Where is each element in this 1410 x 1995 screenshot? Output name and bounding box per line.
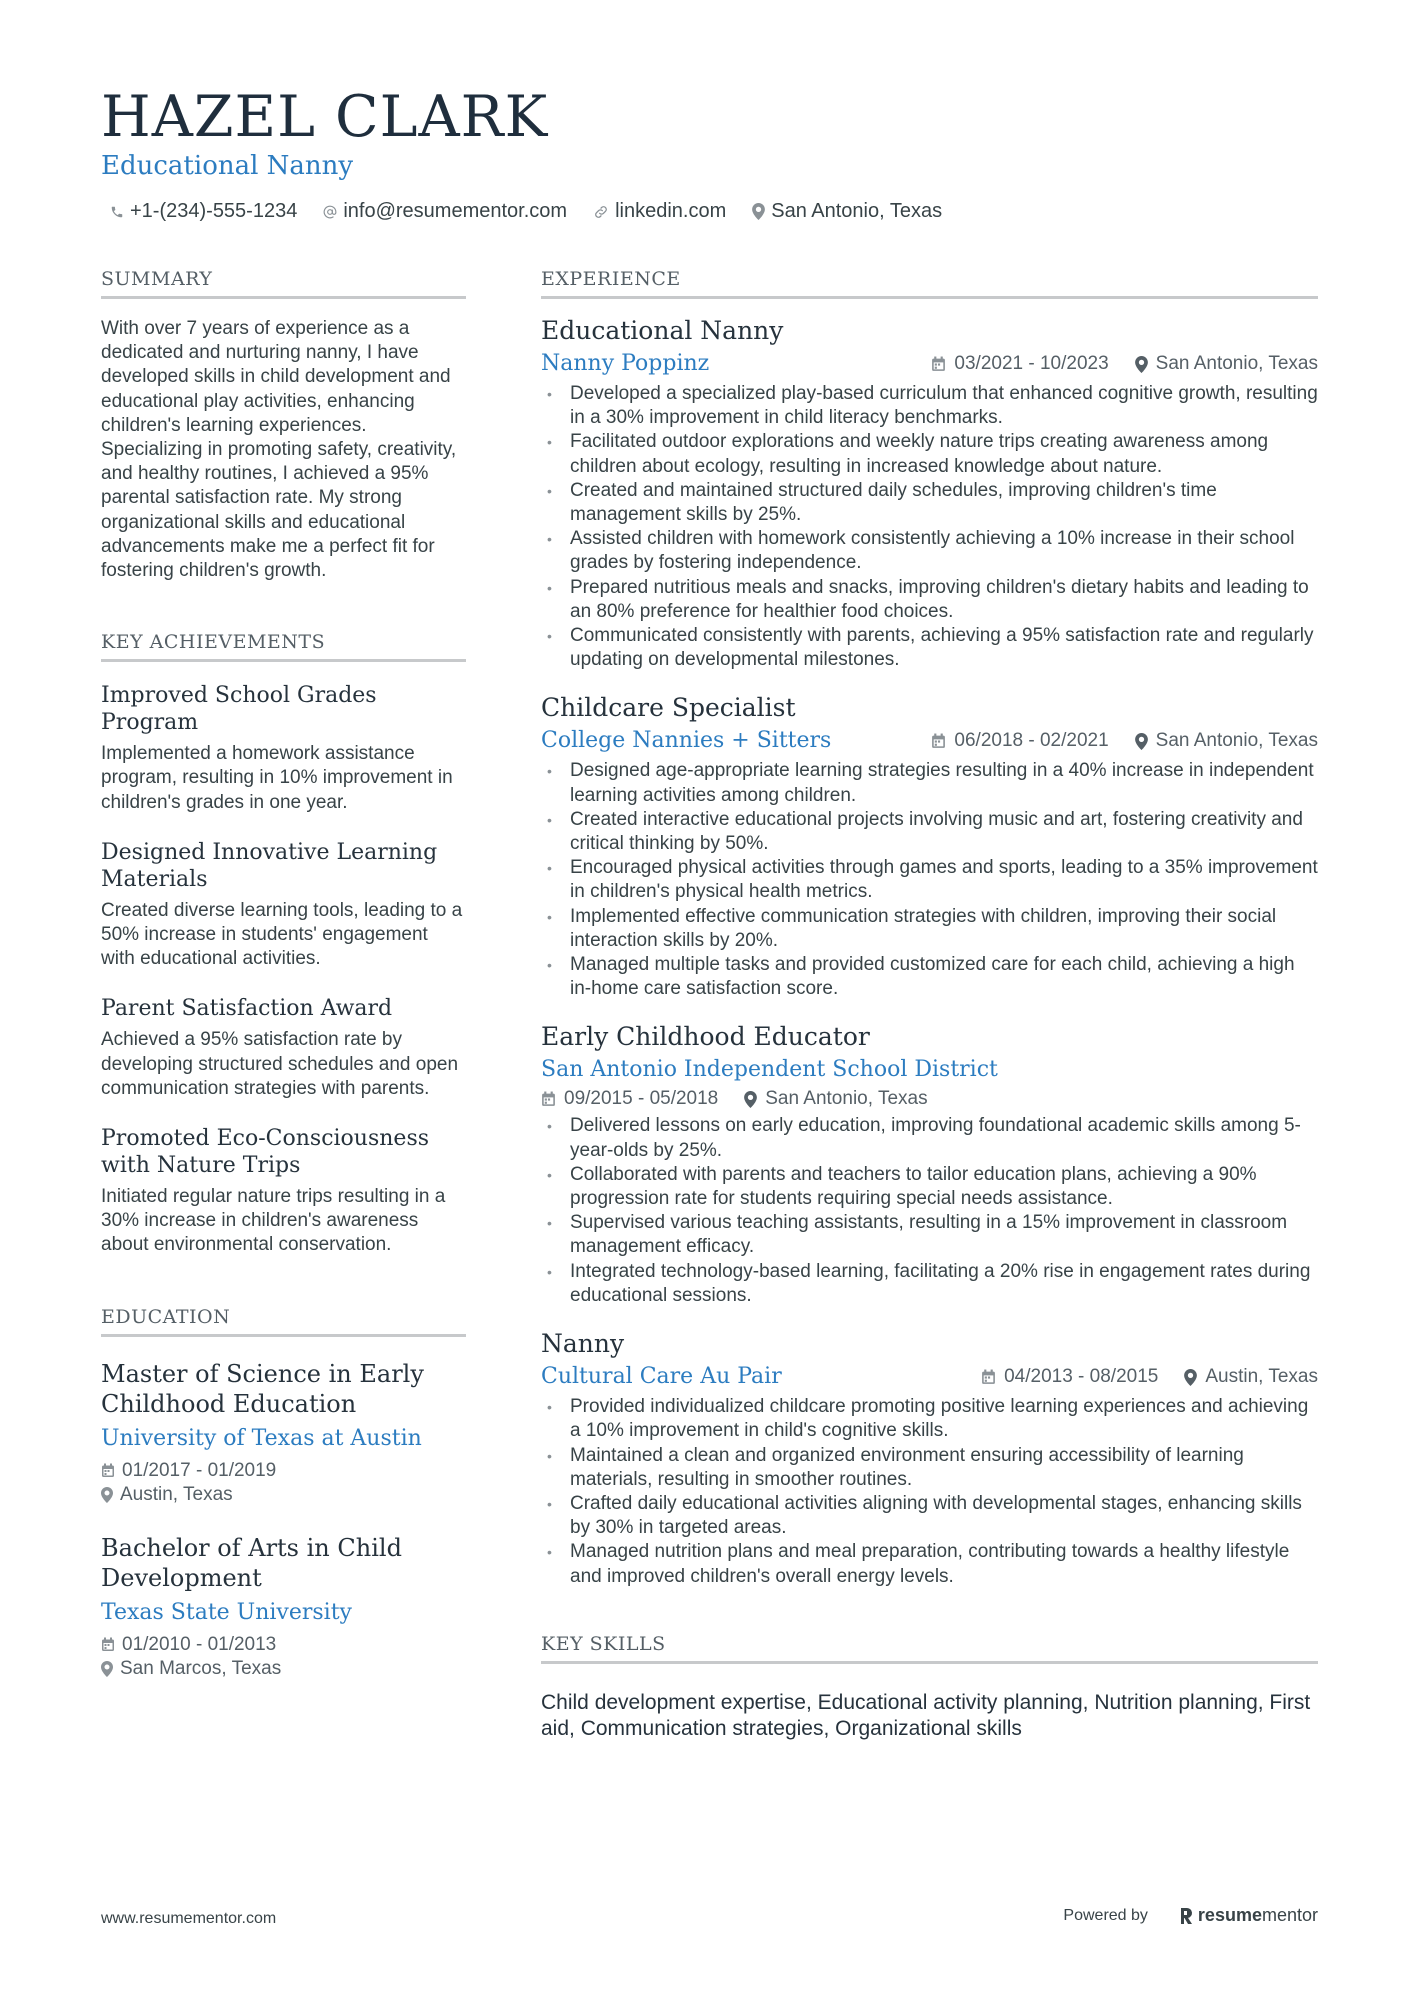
job-bullet: • Created interactive educational projects involving music and art, fostering creativity and critical thinking by 50%. — [541, 808, 1318, 856]
achievement-item — [101, 839, 466, 972]
job-title: Educational Nanny — [541, 316, 784, 345]
location-pin-icon — [1135, 356, 1148, 373]
achievement-desc: Created diverse learning tools, leading to a 50% increase in students' engagement with educational activities. — [101, 899, 463, 970]
job-entry — [541, 692, 1318, 1001]
calendar-icon — [101, 1463, 115, 1478]
footer-website[interactable]: www.resumementor.com — [101, 1910, 277, 1927]
job-location — [744, 1088, 927, 1110]
job-bullet: • Delivered lessons on early education, improving foundational academic skills among 5-year-olds by 25%. — [541, 1114, 1318, 1162]
job-bullet: • Managed multiple tasks and provided customized care for each child, achieving a high in-home care satisfaction score. — [541, 953, 1318, 1001]
job-bullets — [541, 1395, 1318, 1589]
job-bullet: • Managed nutrition plans and meal preparation, contributing towards a healthy lifestyle and improved children's overall energy levels. — [541, 1540, 1318, 1588]
job-row — [541, 350, 1318, 378]
job-bullet: • Developed a specialized play-based curriculum that enhanced cognitive growth, resulting in a 30% improvement in child literacy benchmarks. — [541, 382, 1318, 430]
job-dates-text: 04/2013 - 08/2015 — [1004, 1366, 1159, 1388]
location-pin-icon — [1135, 733, 1148, 750]
job-location — [1135, 730, 1318, 752]
education-heading: EDUCATION — [101, 1306, 466, 1337]
skills-heading: KEY SKILLS — [541, 1633, 1318, 1664]
job-bullet: • Crafted daily educational activities aligning with developmental stages, enhancing skills by 30% in targeted areas. — [541, 1492, 1318, 1540]
job-dates — [931, 730, 1108, 752]
contact-location-text: San Antonio, Texas — [771, 200, 943, 222]
candidate-name: HAZEL CLARK — [101, 84, 549, 150]
job-meta — [931, 353, 1318, 375]
brand-name-bold: resume — [1197, 1905, 1262, 1925]
achievement-desc: Achieved a 95% satisfaction rate by developing structured schedules and open communication strategies with parents. — [101, 1029, 459, 1099]
contact-linkedin[interactable] — [593, 200, 726, 223]
job-bullet: • Implemented effective communication strategies with children, improving their social interaction skills by 20%. — [541, 905, 1318, 953]
job-dates — [931, 353, 1108, 375]
job-meta — [541, 1088, 1318, 1110]
job-bullet: • Provided individualized childcare promoting positive learning experiences and achieving a 10% improvement in child's cognitive skills. — [541, 1395, 1318, 1443]
achievement-item — [101, 682, 466, 815]
location-pin-icon — [1184, 1369, 1197, 1386]
achievement-title: Promoted Eco-Consciousness with Nature Trips — [101, 1126, 430, 1179]
job-location — [1184, 1366, 1318, 1388]
education-location — [101, 1657, 466, 1681]
job-dates-text: 09/2015 - 05/2018 — [564, 1088, 719, 1110]
contact-bar — [110, 200, 968, 223]
experience-heading: EXPERIENCE — [541, 268, 1318, 299]
brand-logo[interactable] — [1178, 1905, 1318, 1926]
achievement-item — [101, 995, 466, 1101]
job-bullet: • Facilitated outdoor explorations and weekly nature trips creating awareness among children about ecology, resulting in increased knowledge about nature. — [541, 430, 1318, 478]
summary-heading: SUMMARY — [101, 268, 466, 299]
at-icon — [323, 205, 337, 219]
education-dates-text: 01/2010 - 01/2013 — [122, 1633, 277, 1655]
job-dates — [541, 1088, 718, 1110]
achievement-desc: Initiated regular nature trips resulting in a 30% increase in children's awareness about environmental conservation. — [101, 1186, 446, 1256]
location-pin-icon — [101, 1487, 113, 1503]
job-location-text: San Antonio, Texas — [1155, 730, 1318, 752]
achievement-title: Designed Innovative Learning Materials — [101, 839, 438, 892]
calendar-icon — [541, 1091, 556, 1107]
job-bullet: • Created and maintained structured daily schedules, improving children's time management skills by 25%. — [541, 479, 1318, 527]
job-company: Nanny Poppinz — [541, 351, 710, 376]
job-location-text: San Antonio, Texas — [765, 1088, 928, 1110]
skills-text: Child development expertise, Educational activity planning, Nutrition planning, First aid, Communication strategies, Organizational skills — [541, 1690, 1311, 1740]
job-dates — [981, 1366, 1158, 1388]
right-column — [541, 268, 1318, 1742]
calendar-icon — [931, 733, 946, 749]
job-bullet: • Collaborated with parents and teachers to tailor education plans, achieving a 90% progression rate for students requiring special needs assistance. — [541, 1163, 1318, 1211]
education-school: University of Texas at Austin — [101, 1425, 422, 1451]
job-company: Cultural Care Au Pair — [541, 1364, 782, 1390]
job-bullet: • Encouraged physical activities through games and sports, leading to a 35% improvement in children's physical health metrics. — [541, 856, 1318, 904]
achievement-desc: Implemented a homework assistance program, resulting in 10% improvement in children's grades in one year. — [101, 743, 453, 813]
job-row — [541, 1363, 1318, 1391]
job-bullets — [541, 1114, 1318, 1308]
education-dates — [101, 1633, 466, 1657]
calendar-icon — [981, 1369, 996, 1385]
job-location — [1135, 353, 1318, 375]
job-title: Early Childhood Educator — [541, 1022, 870, 1052]
job-title: Childcare Specialist — [541, 693, 796, 723]
education-location-text: San Marcos, Texas — [120, 1657, 282, 1679]
achievements-heading: KEY ACHIEVEMENTS — [101, 631, 466, 662]
job-entry — [541, 315, 1318, 672]
resumementor-logo-icon — [1178, 1906, 1194, 1926]
job-entry — [541, 1021, 1318, 1308]
job-location-text: Austin, Texas — [1205, 1366, 1318, 1388]
contact-phone-text: +1-(234)-555-1234 — [130, 200, 298, 222]
education-dates — [101, 1459, 466, 1483]
contact-email-text: info@resumementor.com — [343, 200, 568, 222]
education-school: Texas State University — [101, 1599, 352, 1625]
job-company: San Antonio Independent School District — [541, 1057, 998, 1083]
achievement-title: Improved School Grades Program — [101, 683, 377, 736]
contact-email[interactable] — [323, 200, 567, 223]
footer-branding — [1063, 1905, 1318, 1926]
phone-icon — [110, 205, 124, 219]
job-row — [541, 727, 1318, 755]
summary-text: With over 7 years of experience as a dedicated and nurturing nanny, I have developed skills in child development and educational play activities, enhancing children's learning experiences. Specializing in promoting safety, creativity, and healthy routines, I achieved a 95% parental satisfaction rate. My strong organizational skills and educational advancements make me a perfect fit for fostering children's growth. — [101, 318, 457, 582]
candidate-role: Educational Nanny — [101, 151, 354, 181]
education-degree: Master of Science in Early Childhood Education — [101, 1359, 424, 1418]
job-bullet: • Integrated technology-based learning, facilitating a 20% rise in engagement rates during educational sessions. — [541, 1260, 1318, 1308]
job-bullet: • Prepared nutritious meals and snacks, improving children's dietary habits and leading to an 80% preference for healthier food choices. — [541, 576, 1318, 624]
education-item — [101, 1359, 466, 1507]
job-location-text: San Antonio, Texas — [1155, 353, 1318, 374]
job-bullet: • Maintained a clean and organized environment ensuring accessibility of learning materials, resulting in smoother routines. — [541, 1444, 1318, 1492]
calendar-icon — [931, 356, 946, 372]
job-company: College Nannies + Sitters — [541, 728, 832, 754]
job-entry — [541, 1328, 1318, 1589]
powered-by-label: Powered by — [1063, 1906, 1148, 1924]
location-pin-icon — [101, 1661, 113, 1677]
job-dates-text: 06/2018 - 02/2021 — [954, 730, 1109, 752]
brand-name-light: mentor — [1261, 1905, 1318, 1925]
job-meta — [931, 730, 1318, 752]
achievement-item — [101, 1125, 466, 1258]
contact-linkedin-text: linkedin.com — [615, 200, 727, 222]
job-title: Nanny — [541, 1329, 625, 1359]
job-bullet: • Communicated consistently with parents, achieving a 95% satisfaction rate and regularly updating on developmental milestones. — [541, 624, 1318, 672]
left-column — [101, 268, 466, 1681]
job-bullets — [541, 382, 1318, 672]
contact-phone[interactable] — [110, 200, 297, 223]
contact-location — [752, 200, 942, 223]
location-pin-icon — [744, 1091, 757, 1108]
job-dates-text: 03/2021 - 10/2023 — [954, 353, 1109, 374]
link-icon — [593, 204, 609, 220]
job-bullets — [541, 759, 1318, 1001]
job-bullet: • Assisted children with homework consistently achieving a 10% increase in their school grades by fostering independence. — [541, 527, 1318, 575]
calendar-icon — [101, 1637, 115, 1652]
education-degree: Bachelor of Arts in Child Development — [101, 1533, 402, 1592]
education-location — [101, 1483, 466, 1507]
job-meta — [981, 1366, 1318, 1388]
achievement-title: Parent Satisfaction Award — [101, 996, 393, 1022]
job-bullet: • Designed age-appropriate learning strategies resulting in a 40% increase in independent learning activities among children. — [541, 759, 1318, 807]
education-item — [101, 1533, 466, 1681]
education-dates-text: 01/2017 - 01/2019 — [122, 1459, 277, 1481]
education-location-text: Austin, Texas — [120, 1483, 233, 1505]
location-pin-icon — [752, 203, 765, 220]
job-bullet: • Supervised various teaching assistants, resulting in a 15% improvement in classroom management efficacy. — [541, 1211, 1318, 1259]
